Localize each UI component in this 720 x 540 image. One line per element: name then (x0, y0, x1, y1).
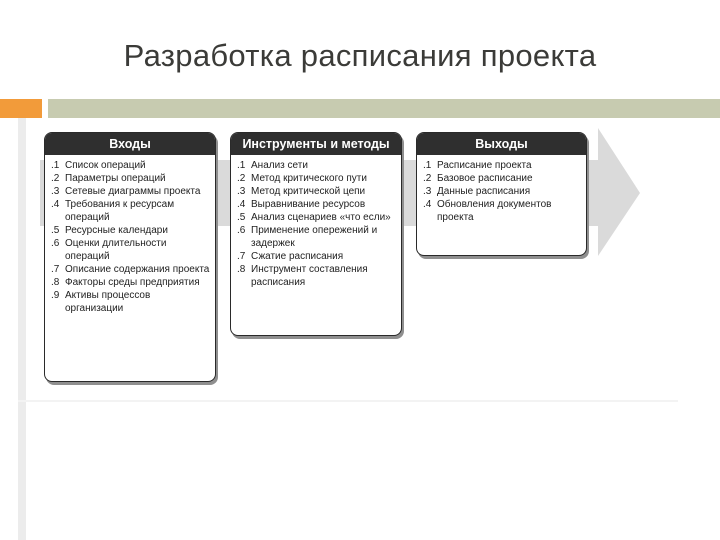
item-number: .3 (51, 186, 60, 197)
item-number: .1 (237, 160, 246, 171)
list-item (51, 185, 211, 198)
list-item (423, 172, 582, 185)
accent-bar (0, 99, 42, 118)
list-item (237, 224, 397, 250)
item-number: .2 (51, 173, 60, 184)
item-text: Требования к ресурсам операций (65, 199, 175, 223)
item-text: Метод критического пути (251, 173, 367, 184)
item-text: Применение опережений и задержек (251, 225, 378, 249)
tools-box (230, 132, 402, 336)
item-text: Ресурсные календари (65, 225, 168, 236)
list-item (51, 237, 211, 263)
inputs-header: Входы (45, 133, 215, 155)
divider-line (18, 400, 678, 402)
list-item (423, 185, 582, 198)
list-item (51, 172, 211, 185)
inputs-box (44, 132, 216, 382)
item-text: Активы процессов организации (65, 290, 151, 314)
list-item (51, 263, 211, 276)
outputs-box (416, 132, 587, 256)
item-number: .1 (51, 160, 60, 171)
list-item (237, 159, 397, 172)
process-diagram (40, 128, 645, 393)
item-text: Метод критической цепи (251, 186, 366, 197)
item-number: .2 (237, 173, 246, 184)
item-number: .8 (51, 277, 60, 288)
item-number: .6 (51, 238, 60, 249)
outputs-list (417, 155, 586, 224)
header-bar (48, 99, 720, 118)
inputs-list (45, 155, 215, 315)
list-item (51, 198, 211, 224)
item-text: Базовое расписание (437, 173, 533, 184)
item-text: Факторы среды предприятия (65, 277, 200, 288)
list-item (51, 289, 211, 315)
item-text: Оценки длительности операций (65, 238, 167, 262)
item-number: .4 (237, 199, 246, 210)
item-number: .3 (237, 186, 246, 197)
list-item (237, 172, 397, 185)
item-text: Анализ сценариев «что если» (251, 212, 391, 223)
tools-list (231, 155, 401, 289)
item-number: .5 (51, 225, 60, 236)
item-text: Параметры операций (65, 173, 166, 184)
item-number: .4 (51, 199, 60, 210)
item-text: Сетевые диаграммы проекта (65, 186, 201, 197)
outputs-header: Выходы (417, 133, 586, 155)
list-item (237, 263, 397, 289)
list-item (51, 276, 211, 289)
item-text: Инструмент составления расписания (251, 264, 368, 288)
list-item (423, 159, 582, 172)
item-text: Список операций (65, 160, 146, 171)
item-text: Выравнивание ресурсов (251, 199, 366, 210)
item-number: .2 (423, 173, 432, 184)
item-text: Описание содержания проекта (65, 264, 210, 275)
list-item (51, 159, 211, 172)
list-item (237, 250, 397, 263)
list-item (237, 198, 397, 211)
item-text: Обновления документов проекта (437, 199, 552, 223)
tools-header: Инструменты и методы (231, 133, 401, 155)
list-item (423, 198, 582, 224)
item-number: .5 (237, 212, 246, 223)
item-text: Сжатие расписания (251, 251, 344, 262)
item-text: Данные расписания (437, 186, 531, 197)
slide-title: Разработка расписания проекта (123, 38, 597, 73)
item-number: .8 (237, 264, 246, 275)
list-item (51, 224, 211, 237)
item-number: .7 (237, 251, 246, 262)
list-item (237, 211, 397, 224)
item-number: .3 (423, 186, 432, 197)
item-text: Анализ сети (251, 160, 308, 171)
left-stripe (18, 118, 26, 540)
item-number: .7 (51, 264, 60, 275)
item-number: .6 (237, 225, 246, 236)
item-number: .4 (423, 199, 432, 210)
item-text: Расписание проекта (437, 160, 532, 171)
list-item (237, 185, 397, 198)
item-number: .9 (51, 290, 60, 301)
item-number: .1 (423, 160, 432, 171)
